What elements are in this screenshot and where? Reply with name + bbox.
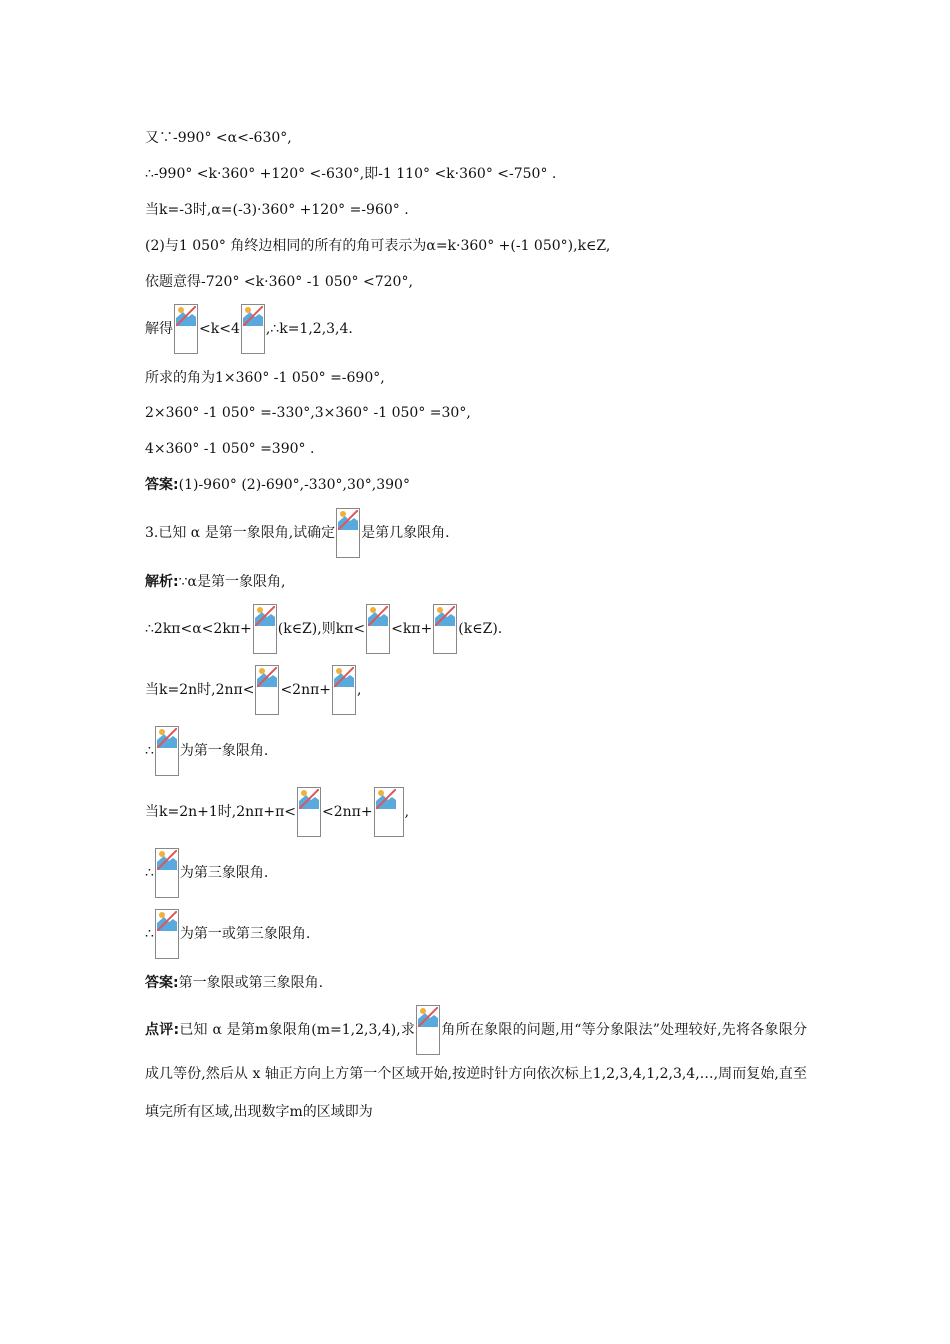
note-label: 点评: (145, 1022, 180, 1038)
text: 又∵-990° <α<-630°, (145, 130, 292, 146)
text: 角所在象限的问题,用“等分象限法”处理较好,先将各象限分成几等份,然后从 x 轴正方向上方第一个区域开始,按逆时针方向依次标上1,2,3,4,1,2,3,4,…,周而复始,直至填完所有区域,出现数字m的区域即为 (145, 1022, 807, 1120)
note-paragraph (145, 1005, 807, 1131)
answer-2 (145, 973, 323, 993)
broken-image-icon (241, 304, 265, 354)
text: <2nπ+ (322, 804, 373, 820)
answer-label: 答案: (145, 477, 179, 493)
solution-line-3 (145, 664, 362, 716)
line-1 (145, 128, 292, 148)
text: (k∈Z),则kπ< (277, 621, 366, 637)
solution-label: 解析: (145, 574, 179, 590)
text: ,∴k=1,2,3,4. (265, 321, 353, 337)
solution-line (145, 572, 285, 592)
text: ∴ (145, 865, 154, 881)
broken-image-icon (155, 726, 179, 776)
answer-text: (1)-960° (2)-690°,-330°,30°,390° (178, 477, 410, 493)
text: ∴ (145, 743, 154, 759)
line-3 (145, 200, 409, 220)
line-7 (145, 368, 385, 388)
text: 所求的角为1×360° -1 050° =-690°, (145, 370, 385, 386)
line-4 (145, 236, 610, 256)
broken-image-icon (253, 604, 277, 654)
text: 已知 α 是第m象限角(m=1,2,3,4),求 (179, 1022, 416, 1038)
broken-image-icon (332, 665, 356, 715)
text: 为第一或第三象限角. (179, 926, 311, 942)
text: ∴2kπ<α<2kπ+ (145, 621, 252, 637)
solution-line-2 (145, 603, 502, 655)
line-6 (145, 303, 353, 355)
text: <kπ+ (391, 621, 433, 637)
text: <k<4 (199, 321, 240, 337)
text: , (404, 804, 410, 820)
line-8 (145, 403, 471, 423)
text: 为第三象限角. (179, 865, 269, 881)
broken-image-icon (433, 604, 457, 654)
solution-line-5 (145, 786, 409, 838)
text: 当k=-3时,α=(-3)·360° +120° =-960° . (145, 202, 409, 218)
text: , (357, 682, 362, 698)
broken-image-icon (366, 604, 390, 654)
broken-image-icon (336, 508, 360, 558)
text: 3.已知 α 是第一象限角,试确定 (145, 525, 336, 541)
solution-line-6 (145, 847, 268, 899)
text: ∴ (145, 926, 154, 942)
question-3 (145, 507, 450, 559)
text: 2×360° -1 050° =-330°,3×360° -1 050° =30°, (145, 405, 471, 421)
text: 当k=2n+1时,2nπ+π< (145, 804, 297, 820)
broken-image-icon (416, 1005, 440, 1055)
text: 4×360° -1 050° =390° . (145, 441, 315, 457)
broken-image-icon (155, 909, 179, 959)
solution-line-4 (145, 725, 268, 777)
text: 是第几象限角. (361, 525, 450, 541)
broken-image-icon (255, 665, 279, 715)
broken-image-icon (155, 848, 179, 898)
line-5 (145, 272, 413, 292)
text: ∴-990° <k·360° +120° <-630°,即-1 110° <k·360° <-750° . (145, 166, 557, 182)
text: (k∈Z). (458, 621, 503, 637)
line-2 (145, 164, 556, 184)
text: 依题意得-720° <k·360° -1 050° <720°, (145, 274, 413, 290)
broken-image-icon (374, 787, 404, 837)
text: ∵α是第一象限角, (178, 574, 286, 590)
text: 为第一象限角. (179, 743, 269, 759)
text: 当k=2n时,2nπ< (145, 682, 255, 698)
answer-text: 第一象限或第三象限角. (178, 975, 324, 991)
broken-image-icon (174, 304, 198, 354)
answer-1 (145, 475, 410, 495)
text: (2)与1 050° 角终边相同的所有的角可表示为α=k·360° +(-1 050°),k∈Z, (145, 238, 611, 254)
text: 解得 (145, 321, 173, 337)
answer-label: 答案: (145, 975, 179, 991)
solution-line-7 (145, 908, 310, 960)
broken-image-icon (297, 787, 321, 837)
text: <2nπ+ (280, 682, 332, 698)
line-9 (145, 439, 314, 459)
